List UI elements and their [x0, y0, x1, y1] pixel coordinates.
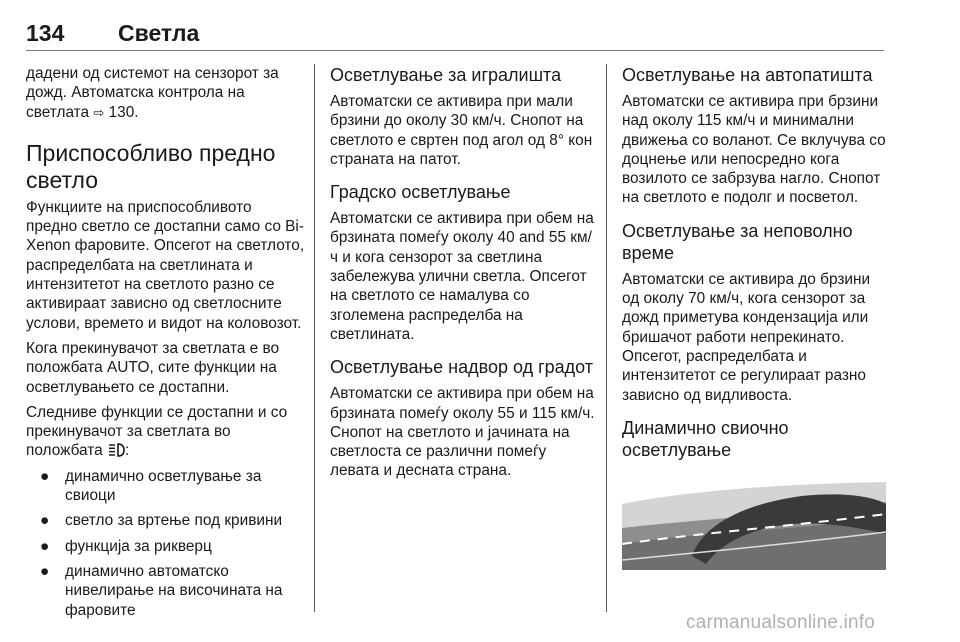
heading-country-lighting: Осветлување надвор од градот — [330, 357, 594, 378]
heading-town-lighting: Градско осветлување — [330, 182, 511, 203]
road-curve-light-beam-illustration — [622, 474, 886, 570]
paragraph-adaptive-intro: Функциите на приспособливото предно светло се достапни само со Bi-Xenon фаровите. Опсегот на светлото, распределбата на светлината и интензитетот на светлото разно се активираат зависно од светлосните услови, времето и видот на коловозот. — [26, 198, 305, 332]
heading-motorway-lighting: Осветлување на автопатишта — [622, 65, 873, 85]
paragraph-town-lighting: Автоматски се активира при обем на брзината помеѓу околу 40 and 55 км/ч и кога сензорот за светлина забележува улични светла. Опсегот на светлото се намалува со зголемена распределба на светлината. — [330, 210, 594, 343]
paragraph-motorway-lighting: Автоматски се активира при брзини над околу 115 км/ч и минимални движења со воланот. Се вклучува со доцнење или непосредно кога возилото се забрзува нагло. Снопот на светлото е подолг и посветол. — [622, 93, 886, 207]
function-list — [26, 467, 306, 620]
intro-paragraph: дадени од системот на сензорот за дожд. Автоматска контрола на светлата ⇨ 130. — [26, 65, 279, 121]
page-reference-icon[interactable]: ⇨ — [93, 104, 105, 120]
paragraph-country-lighting: Автоматски се активира при обем на брзината помеѓу околу 55 и 115 км/ч. Снопот на светлото и јачината на светлоста се различни помеѓу левата и десната страна. — [330, 385, 595, 480]
auto-position-label: AUTO — [106, 359, 150, 377]
paragraph-headlamp-position: Следниве функции се достапни и со прекинувачот за светлата во положбата : — [26, 403, 288, 460]
list-item: ● светло за вртење под кривини — [40, 512, 283, 530]
column-1 — [26, 64, 306, 626]
column-divider-left — [314, 64, 315, 612]
heading-playground-lighting: Осветлување за игралишта — [330, 65, 562, 85]
page-number: 134 — [26, 20, 65, 46]
list-item: ● функција за рикверц — [40, 537, 212, 555]
paragraph-playground-lighting: Автоматски се активира при мали брзини до околу 30 км/ч. Снопот на светлото е свртен под агол од 8° кон страната на патот. — [330, 93, 593, 168]
column-divider-right — [606, 64, 607, 612]
list-item: ● динамично автоматско нивелирање на височината на фаровите — [40, 562, 283, 619]
watermark: carmanualsonline.info — [686, 612, 876, 633]
paragraph-auto-position: Кога прекинувачот за светлата е во положбата AUTO, сите функции на осветлувањето се достапни. — [26, 339, 280, 396]
heading-dynamic-curve-lighting: Динамично свиочно осветлување — [622, 417, 789, 460]
header-rule — [26, 50, 884, 51]
section-heading-adaptive-light: Приспособливо предно светло — [26, 139, 276, 193]
page-reference-link[interactable]: 130. — [108, 103, 139, 121]
page-header — [26, 0, 886, 52]
headlamp-icon — [107, 442, 125, 458]
column-2 — [330, 64, 598, 487]
column-3 — [622, 64, 890, 467]
heading-bad-weather-lighting: Осветлување за неповолно време — [622, 220, 853, 263]
running-title: Светла — [118, 20, 200, 46]
list-item: ● динамично осветлување за свиоци — [40, 467, 262, 505]
paragraph-bad-weather-lighting: Автоматски се активира до брзини од околу 70 км/ч, кога сензорот за дожд приметува кондензација или бришачот работи непрекинато. Опсегот, распределбата и интензитетот се регулираат разно зависно од видливоста. — [622, 270, 871, 404]
